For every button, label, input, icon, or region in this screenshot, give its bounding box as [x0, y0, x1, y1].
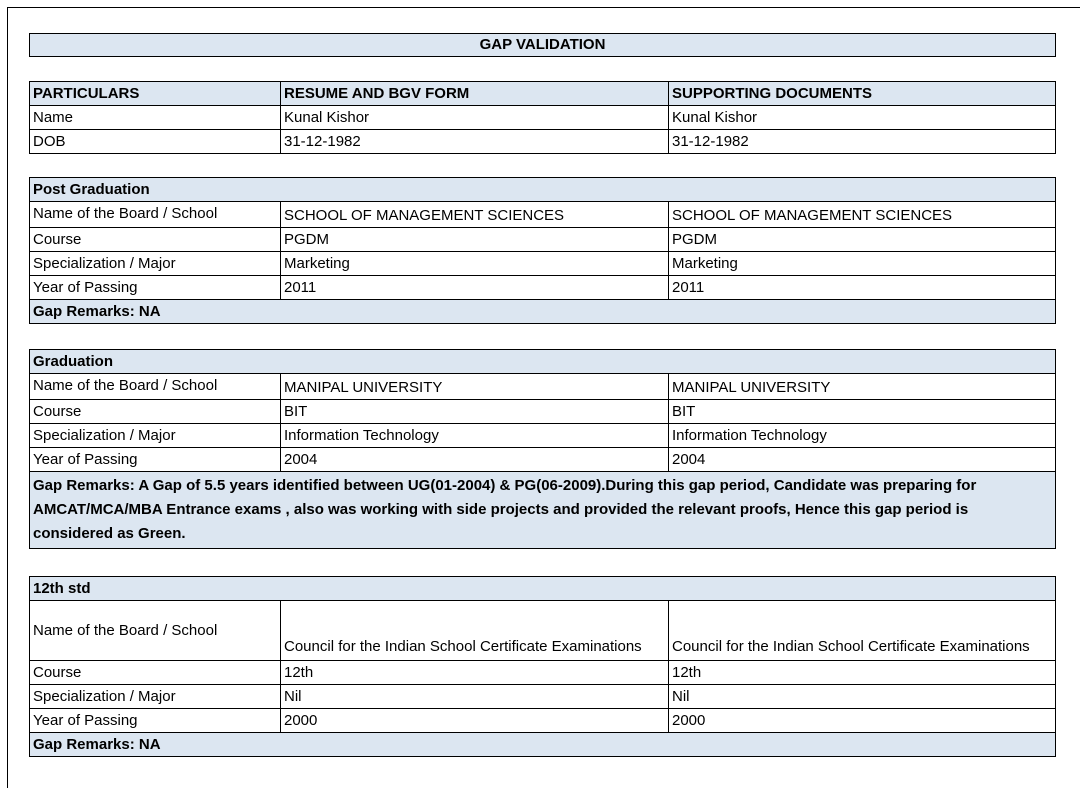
- particulars-header-row: [30, 82, 1056, 106]
- resume-value: 2011: [281, 276, 669, 300]
- resume-value: Marketing: [281, 252, 669, 276]
- document-value: 2011: [669, 276, 1056, 300]
- particulars-table: [29, 81, 1056, 154]
- resume-value: Council for the Indian School Certificate Examinations: [281, 601, 669, 661]
- resume-value: 2000: [281, 709, 669, 733]
- resume-value: BIT: [281, 400, 669, 424]
- table-row: [30, 685, 1056, 709]
- resume-value: 2004: [281, 448, 669, 472]
- table-row: [30, 424, 1056, 448]
- section-heading: 12th std: [30, 577, 1056, 601]
- document-value: BIT: [669, 400, 1056, 424]
- document-value: SCHOOL OF MANAGEMENT SCIENCES: [669, 202, 1056, 228]
- section-heading: Post Graduation: [30, 178, 1056, 202]
- title-table: [29, 33, 1056, 57]
- row-label: Specialization / Major: [30, 252, 281, 276]
- document-value: Council for the Indian School Certificate Examinations: [669, 601, 1056, 661]
- row-label: Name: [30, 106, 281, 130]
- gap-remarks: Gap Remarks: NA: [30, 300, 1056, 324]
- row-label: Specialization / Major: [30, 424, 281, 448]
- page-title: GAP VALIDATION: [30, 34, 1056, 57]
- section-heading: Graduation: [30, 350, 1056, 374]
- header-resume-bgv: RESUME AND BGV FORM: [281, 82, 669, 106]
- document-value: Nil: [669, 685, 1056, 709]
- resume-value: PGDM: [281, 228, 669, 252]
- row-label: Name of the Board / School: [30, 374, 281, 400]
- post-graduation-table: [29, 177, 1056, 324]
- gap-remarks: Gap Remarks: A Gap of 5.5 years identified between UG(01-2004) & PG(06-2009).During this gap period, Candidate was preparing for AMCAT/MCA/MBA Entrance exams , also was working with side projects and provided the relevant proofs, Hence this gap period is considered as Green.: [30, 472, 1056, 549]
- document-value: 12th: [669, 661, 1056, 685]
- document-value: 2004: [669, 448, 1056, 472]
- row-label: Year of Passing: [30, 709, 281, 733]
- table-row: [30, 130, 1056, 154]
- table-row: [30, 374, 1056, 400]
- document-value: Information Technology: [669, 424, 1056, 448]
- header-supporting-docs: SUPPORTING DOCUMENTS: [669, 82, 1056, 106]
- row-label: Year of Passing: [30, 276, 281, 300]
- row-label: DOB: [30, 130, 281, 154]
- document-value: 31-12-1982: [669, 130, 1056, 154]
- resume-value: MANIPAL UNIVERSITY: [281, 374, 669, 400]
- resume-value: Information Technology: [281, 424, 669, 448]
- table-row: [30, 448, 1056, 472]
- row-label: Name of the Board / School: [30, 202, 281, 228]
- twelfth-table: [29, 576, 1056, 757]
- table-row: [30, 252, 1056, 276]
- document-value: Marketing: [669, 252, 1056, 276]
- document-value: MANIPAL UNIVERSITY: [669, 374, 1056, 400]
- document-value: 2000: [669, 709, 1056, 733]
- table-row: [30, 601, 1056, 661]
- resume-value: SCHOOL OF MANAGEMENT SCIENCES: [281, 202, 669, 228]
- resume-value: 31-12-1982: [281, 130, 669, 154]
- document-value: PGDM: [669, 228, 1056, 252]
- gap-remarks: Gap Remarks: NA: [30, 733, 1056, 757]
- document-value: Kunal Kishor: [669, 106, 1056, 130]
- graduation-table: [29, 349, 1056, 549]
- row-label: Course: [30, 661, 281, 685]
- row-label: Year of Passing: [30, 448, 281, 472]
- row-label: Specialization / Major: [30, 685, 281, 709]
- row-label: Course: [30, 400, 281, 424]
- header-particulars: PARTICULARS: [30, 82, 281, 106]
- table-row: [30, 228, 1056, 252]
- table-row: [30, 400, 1056, 424]
- resume-value: Nil: [281, 685, 669, 709]
- resume-value: Kunal Kishor: [281, 106, 669, 130]
- row-label: Name of the Board / School: [30, 601, 281, 661]
- table-row: [30, 276, 1056, 300]
- resume-value: 12th: [281, 661, 669, 685]
- table-row: [30, 106, 1056, 130]
- table-row: [30, 661, 1056, 685]
- table-row: [30, 202, 1056, 228]
- table-row: [30, 709, 1056, 733]
- row-label: Course: [30, 228, 281, 252]
